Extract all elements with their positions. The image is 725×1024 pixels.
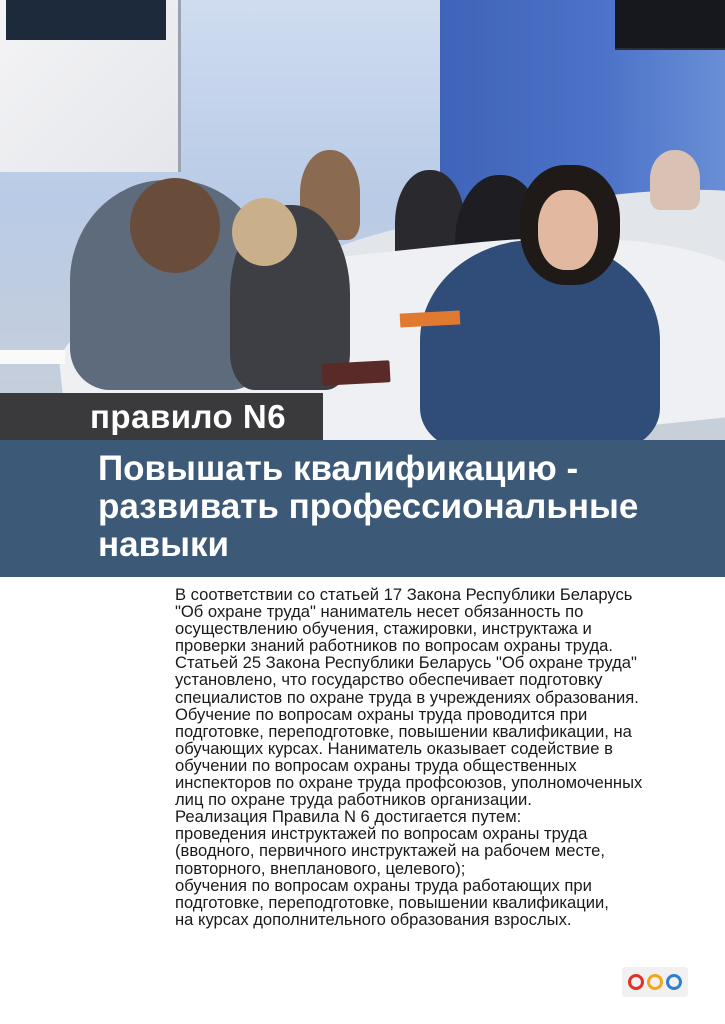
page-title	[98, 450, 718, 564]
red-ring-icon	[628, 974, 644, 990]
book	[321, 360, 390, 386]
body-line: подготовке, переподготовке, повышении квалификации, на	[175, 721, 632, 741]
body-line: "Об охране труда" наниматель несет обязанность по	[175, 602, 584, 622]
three-rings-logo-icon	[622, 967, 688, 997]
rule-label: правило N6	[90, 398, 287, 435]
body-line: проведения инструктажей по вопросам охраны труда	[175, 824, 588, 844]
classroom-photo	[0, 0, 725, 440]
body-line: обучающих курсах. Наниматель оказывает содействие в	[175, 738, 613, 758]
body-line: проверки знаний работников по вопросам охраны труда.	[175, 636, 614, 656]
wall-monitor	[615, 0, 725, 50]
body-line: Обучение по вопросам охраны труда проводится при	[175, 704, 588, 724]
projection-screen	[0, 0, 181, 172]
title-line: Повышать квалификацию -	[98, 449, 579, 488]
body-line: Статьей 25 Закона Республики Беларусь "Об охране труда"	[175, 653, 637, 673]
body-line: инспекторов по охране труда профсоюзов, уполномоченных	[175, 773, 643, 793]
body-line: повторного, внепланового, целевого);	[175, 858, 466, 878]
body-text	[175, 586, 715, 928]
body-line: Реализация Правила N 6 достигается путем:	[175, 807, 522, 827]
body-line: обучении по вопросам охраны труда общественных	[175, 755, 577, 775]
body-line: В соответствии со статьей 17 Закона Республики Беларусь	[175, 585, 633, 604]
body-line: (вводного, первичного инструктажей на рабочем месте,	[175, 841, 606, 861]
title-line: развивать профессиональные	[98, 487, 639, 526]
body-line: обучения по вопросам охраны труда работающих при	[175, 875, 592, 895]
title-line: навыки	[98, 525, 230, 564]
body-line: подготовке, переподготовке, повышении квалификации,	[175, 892, 609, 912]
body-line: установлено, что государство обеспечивает подготовку	[175, 670, 603, 690]
orange-ring-icon	[647, 974, 663, 990]
body-line: на курсах дополнительного образования взрослых.	[175, 909, 572, 929]
blue-ring-icon	[666, 974, 682, 990]
body-line: специалистов по охране труда в учреждениях образования.	[175, 687, 639, 707]
body-line: лиц по охране труда работников организации.	[175, 790, 532, 810]
body-line: осуществлению обучения, стажировки, инструктажа и	[175, 619, 592, 639]
